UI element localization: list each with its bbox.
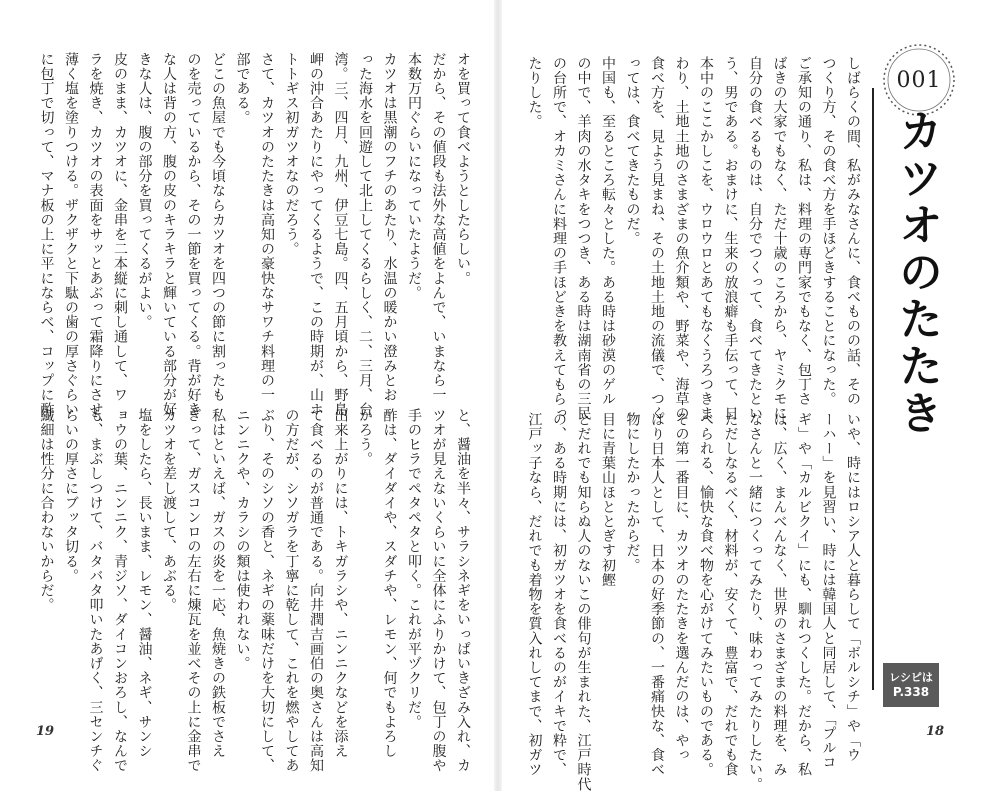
- text-line: の方だが、シソガラを丁寧に乾して、これを燃やしてあ: [283, 408, 300, 773]
- text-line: て食べるのが普通である。向井潤吉画伯の奥さんは高知: [308, 408, 324, 773]
- text-line: しばらくの間、私がみなさんに、食べものの話、その: [845, 56, 861, 407]
- text-line: な人は背の方、腹の皮のキラキラと輝いている部分が好: [161, 52, 177, 417]
- title-rule: [872, 88, 874, 690]
- right-page-number: 18: [926, 724, 945, 739]
- text-line: らいの厚さにブッタ切る。: [63, 408, 79, 584]
- text-line: 塩をしたら、長いまま、レモン、醤油、ネギ、サンシ: [136, 408, 153, 759]
- text-line: いや、時にはロシア人と暮らして「ボルシチ」や「ウ: [845, 412, 861, 763]
- text-line: その第一番目に、カツオのたたきを選んだのは、やっ: [673, 412, 690, 763]
- text-line: 食べ方を、見よう見まね、その土地土地の流儀で、つく: [649, 56, 665, 421]
- text-line: たりした。: [526, 56, 543, 129]
- text-line: ばきの大家でもなく、ただ十歳のころから、ヤミクモに、: [771, 56, 788, 436]
- text-line: ラを焼き、カツオの表面をサッとあぶって霜降りにさせ、: [87, 52, 104, 432]
- right-page-top-text: [520, 56, 865, 436]
- text-line: ニンニクや、カラシの類は使われない。: [234, 408, 251, 671]
- text-line: カツオは黒潮のフチのあたり、水温の暖かい澄みとお: [381, 52, 398, 403]
- text-line: きな人は、腹の部分を買ってくるがよい。: [136, 52, 153, 330]
- text-line: だから、その値段も法外な高値をよんで、いまなら一: [430, 52, 447, 403]
- text-line: トトギス初ガツオなのだろう。: [283, 52, 300, 257]
- text-line: 皮のまま、カツオに、金串を二本縦に刺し通して、ワ: [112, 52, 128, 403]
- text-line: なさんと一緒につくってみたり、味わってみたりしたい。: [747, 412, 763, 792]
- text-line: 岬の沖合あたりにやってくるようで、この時期が、山ホ: [308, 52, 324, 417]
- text-line: さて、カツオのたたきは高知の豪快なサワチ料理の一: [259, 52, 275, 403]
- text-line: わり、土地土地のさまざまの魚介類や、野菜や、海草の: [673, 56, 690, 421]
- left-page-number: 19: [36, 724, 55, 739]
- text-line: 部である。: [234, 52, 251, 125]
- text-line: 酢は、ダイダイや、スダチや、レモン、何でもよろし: [381, 408, 398, 759]
- text-line: かろう。: [357, 408, 373, 467]
- text-line: も、まぶしつけて、バタバタ叩いたあげく、三センチぐ: [87, 408, 104, 773]
- text-line: 本数万円ぐらいになっていたようだ。: [406, 52, 422, 301]
- text-line: のを売っているから、その一節を買ってくる。背が好き: [185, 52, 202, 417]
- recipe-number: 001: [896, 67, 942, 93]
- text-line: と、醤油を半々、サラシネギをいっぱいきざみ入れ、カ: [455, 408, 471, 773]
- text-line: オを買って食べようとしたらしい。: [455, 52, 471, 286]
- text-line: ツオが見えないくらいに全体にふりかけて、包丁の腹や: [430, 408, 447, 773]
- recipe-number-badge: [881, 42, 957, 118]
- recipe-ref-label: レシピは: [889, 671, 933, 684]
- text-line: 繊細は性分に合わないからだ。: [38, 408, 55, 613]
- text-line: の台所で、オカミさんに料理の手ほどきを教えてもらっ: [551, 56, 567, 421]
- text-line: ぎって、ガスコンロの左右に煉瓦を並べその上に金串で: [185, 408, 202, 773]
- recipe-title: カツオのたたき: [891, 108, 942, 437]
- text-line: の、ある時期には、初ガツオを食べるのがイキで粋で、: [551, 412, 567, 777]
- text-line: ただしなるべく、材料が、安くて、豊富で、だれでも食: [722, 412, 739, 777]
- text-line: 目に青葉山ほととぎす初鰹: [600, 412, 616, 588]
- text-line: ぶり、そのシソの香と、ネギの薬味だけを大切にして、: [259, 408, 275, 773]
- text-line: ご承知の通り、私は、料理の専門家でもなく、包丁さ: [796, 56, 812, 407]
- left-page-top-text: [30, 52, 475, 432]
- text-line: に包丁で切って、マナ板の上に平にならべ、コップに酢: [38, 52, 55, 417]
- text-line: ーハー」を見習い、時には韓国人と同居して、「プルコ: [820, 412, 837, 770]
- text-line: っては、食べてきたものだ。: [624, 56, 641, 246]
- book-gutter: [494, 0, 502, 791]
- text-line: 江戸ッ子なら、だれでも着物を質入れしてまで、初ガツ: [526, 412, 543, 777]
- recipe-ref-page: P.338: [892, 685, 930, 699]
- text-line: べられる、愉快な食べ物を心がけてみたいものである。: [698, 412, 714, 777]
- text-line: 自分の食べるものは、自分でつくって、食べてきたとい: [747, 56, 763, 421]
- text-line: つくり方、その食べ方を手ほどきすることになった。: [820, 56, 837, 407]
- text-line: ぱり日本人として、日本の好季節の、一番痛快な、食べ: [649, 412, 665, 777]
- text-line: 手のヒラでペタペタと叩く。これが平ヅクリだ。: [406, 408, 422, 730]
- right-page-bottom-text: [520, 412, 865, 792]
- text-line: った海水を回遊して北上してくるらしく、二、三月、台: [357, 52, 373, 417]
- text-line: ョウの葉、ニンニク、青ジソ、ダイコンおろし、なんで: [112, 408, 128, 773]
- text-line: 薄く塩を塗りつける。ザクザクと下駄の歯の厚さぐらい: [63, 52, 79, 417]
- text-line: 湾。三、四月、九州、伊豆七島。四、五月頃から、野島: [332, 52, 349, 417]
- text-line: どこの魚屋でも今頃ならカツオを四つの節に割ったも: [210, 52, 226, 403]
- text-line: う、男である。おまけに、生来の放浪癖も手伝って、日: [722, 56, 739, 421]
- text-line: 私はといえば、ガスの炎を一応、魚焼きの鉄板でさえ: [210, 408, 226, 759]
- text-line: 中国も、至るところ転々とした。ある時は砂漠のゲル: [600, 56, 616, 407]
- left-page-bottom-text: [30, 408, 475, 773]
- text-line: カツオを差し渡して、あぶる。: [161, 408, 177, 613]
- text-line: の中で、羊肉の水タキをつつき、ある時は湖南省の三民: [575, 56, 592, 421]
- text-line: 物にしたかったからだ。: [624, 412, 641, 573]
- text-line: ギ」や「カルビクイ」にも、馴れつくした。だから、私: [796, 412, 812, 777]
- text-line: は、広く、まんべんなく、世界のさまざまの料理を、み: [771, 412, 788, 777]
- text-line: とだれでも知らぬ人のないこの俳句が生まれた、江戸時代: [575, 412, 592, 792]
- recipe-page-reference[interactable]: [883, 663, 939, 707]
- text-line: 本中のここかしこを、ウロウロとあてもなくうろつきま: [698, 56, 714, 421]
- text-line: 出来上がりには、トキガラシや、ニンニクなどを添え: [332, 408, 349, 759]
